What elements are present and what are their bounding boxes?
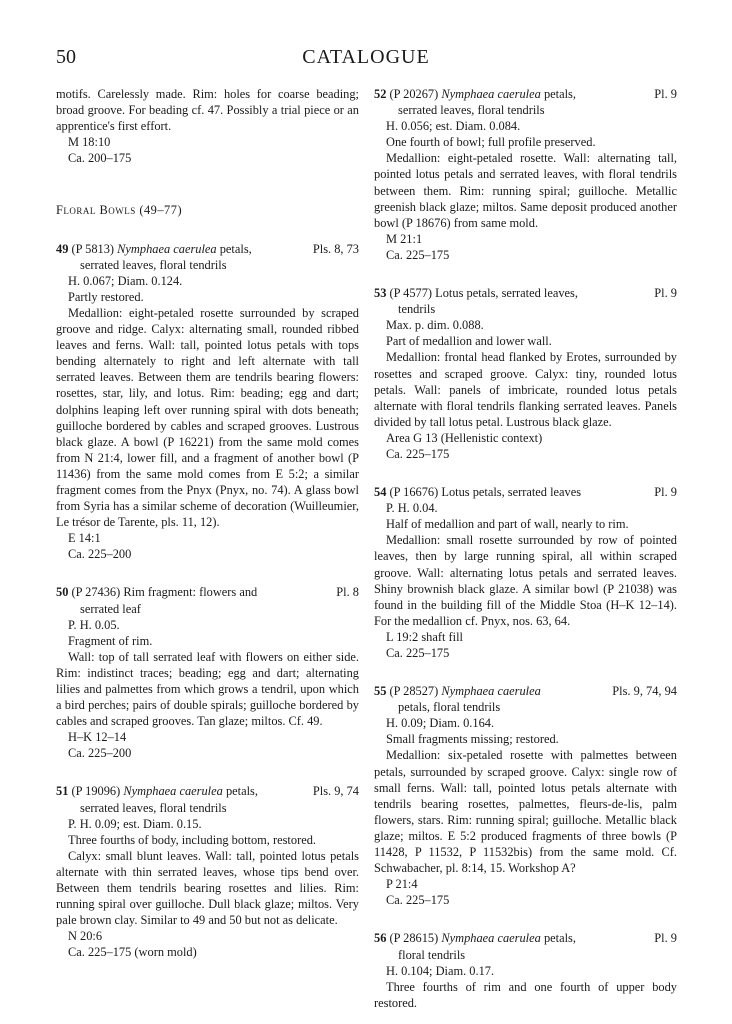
condition: One fourth of bowl; full profile preserved. xyxy=(386,135,596,150)
entry-54 xyxy=(374,484,677,661)
description: Medallion: frontal head flanked by Erotes, surrounded by rosettes and scraped groove. Calyx: tiny, rounded lotus petals. Wall: panels of imbricate, rounded lotus petals alternate with floral tendrils flanking serrated leaves. Panels divided by tall lotus petal. Lustrous black glaze. xyxy=(374,350,677,429)
inventory-number: (P 5813) xyxy=(71,241,115,256)
dimensions: P. H. 0.05. xyxy=(68,617,120,632)
entry-50 xyxy=(56,584,359,761)
entry-title: petals, xyxy=(543,931,576,946)
inventory-number: (P 4577) xyxy=(389,286,433,301)
entry-title-italic: Nymphaea caerulea xyxy=(117,241,217,256)
description: Calyx: small blunt leaves. Wall: tall, pointed lotus petals alternate with thin serrated leaves, whose tips bend over. Between them tendrils bearing rosettes and lilies. Rim: running spiral over guilloche. Dull black glaze; miltos. Very pale brown clay. Similar to 49 and 50 but not as delicate. xyxy=(56,848,359,928)
inventory-number: (P 19096) xyxy=(71,784,121,799)
date: Ca. 225–175 xyxy=(386,893,450,908)
date: Ca. 225–200 xyxy=(68,746,132,761)
inventory-number: (P 20267) xyxy=(389,87,439,101)
find-context: E 14:1 xyxy=(68,531,101,546)
find-context: L 19:2 shaft fill xyxy=(386,629,463,644)
entry-title-cont: petals, floral tendrils xyxy=(398,700,501,715)
entry-number: 55 xyxy=(374,684,387,699)
entry-title: Lotus petals, serrated leaves, xyxy=(435,286,578,301)
condition: Small fragments missing; restored. xyxy=(386,732,559,747)
page-number: 50 xyxy=(56,46,76,68)
description: Medallion: eight-petaled rosette surrounded by scraped groove and ridge. Calyx: alternating small, rounded ribbed leaves and ferns. Wall: tall, pointed lotus petals with tops bending alternately to right and left alternate with tall serrated leaves. Between them are tendrils bearing flowers: rosettes, star, lily, and lotus. Rim: beading; egg and dart; dolphins leaping left over running spiral with dots beneath; guilloche bordered by cables and scraped grooves. Lustrous black glaze. A bowl (P 16221) from the same mold comes from N 21:4, lower fill, and a fragment of another bowl (P 11436) from the same mold comes from E 5:2; a similar fragment comes from the Pnyx (Pnyx, no. 74). A glass bowl from Syria has a similar scheme of decoration (Wuilleumier, Le trésor de Tarente, pls. 11, 12). xyxy=(56,305,359,530)
entry-51 xyxy=(56,783,359,960)
entry-52 xyxy=(374,86,677,263)
plate-reference: Pls. 9, 74, 94 xyxy=(612,684,677,699)
find-context: M 18:10 xyxy=(68,135,111,150)
plate-reference: Pl. 9 xyxy=(654,485,677,500)
entry-title-cont: serrated leaves, floral tendrils xyxy=(80,800,227,815)
entry-53 xyxy=(374,285,677,462)
inventory-number: (P 28527) xyxy=(389,684,439,699)
entry-49 xyxy=(56,241,359,563)
entry-number: 50 xyxy=(56,585,69,600)
plate-reference: Pls. 9, 74 xyxy=(312,784,359,799)
date: Ca. 225–175 (worn mold) xyxy=(68,945,197,960)
entry-number: 54 xyxy=(374,485,387,500)
plate-reference: Pl. 9 xyxy=(654,286,677,301)
dimensions: H. 0.09; Diam. 0.164. xyxy=(386,716,495,731)
entry-55 xyxy=(374,683,677,908)
date: Ca. 225–175 xyxy=(386,247,450,262)
entry-title-italic: Nymphaea caerulea xyxy=(441,87,541,101)
running-head: CATALOGUE xyxy=(302,46,430,68)
description: Medallion: eight-petaled rosette. Wall: alternating tall, pointed lotus petals and serrated leaves, with floral tendrils between them. Rim: running spiral; guilloche. Metallic greenish black glaze; miltos. Same deposit produced another bowl (P 18676) from same mold. xyxy=(374,151,677,230)
condition: Three fourths of body, including bottom, restored. xyxy=(68,832,316,847)
date: Ca. 225–175 xyxy=(386,646,450,660)
find-context: P 21:4 xyxy=(386,877,418,892)
condition: Partly restored. xyxy=(68,289,144,304)
entry-56 xyxy=(374,930,677,1010)
entry-number: 49 xyxy=(56,241,69,256)
dimensions: P. H. 0.04. xyxy=(386,501,438,516)
dimensions: H. 0.067; Diam. 0.124. xyxy=(68,273,183,288)
entry-title-italic: Nymphaea caerulea xyxy=(441,684,541,699)
dimensions: Max. p. dim. 0.088. xyxy=(386,318,484,333)
entry-title: Rim fragment: flowers and xyxy=(123,585,258,600)
dimensions: H. 0.056; est. Diam. 0.084. xyxy=(386,119,521,134)
entry-title-cont: tendrils xyxy=(398,302,436,317)
find-context: Area G 13 (Hellenistic context) xyxy=(386,430,543,445)
plate-reference: Pls. 8, 73 xyxy=(312,241,359,256)
description: Medallion: small rosette surrounded by row of pointed leaves, then by large running spiral, all within scraped groove. Wall: alternating lotus petals and serrated leaves. Shiny brownish black glaze. A similar bowl (P 21038) was found in the building fill of the Middle Stoa (H–K 12–14). For the medallion cf. Pnyx, nos. 63, 64. xyxy=(374,533,677,628)
entry-number: 53 xyxy=(374,286,387,301)
entry-number: 56 xyxy=(374,931,387,946)
entry-title: petals, xyxy=(219,241,252,256)
inventory-number: (P 16676) xyxy=(389,485,439,500)
entry-number: 52 xyxy=(374,87,387,101)
inventory-number: (P 27436) xyxy=(71,585,121,600)
intro-text: motifs. Carelessly made. Rim: holes for coarse beading; broad groove. For beading cf. 47. Possibly a trial piece or an apprentice's first effort. xyxy=(56,87,359,134)
entry-title-cont: serrated leaf xyxy=(80,601,141,616)
entry-title-italic: Nymphaea caerulea xyxy=(441,931,541,946)
entry-title-cont: serrated leaves, floral tendrils xyxy=(398,103,545,118)
dimensions: P. H. 0.09; est. Diam. 0.15. xyxy=(68,816,202,831)
plate-reference: Pl. 8 xyxy=(336,585,359,600)
entry-title: Lotus petals, serrated leaves xyxy=(441,485,582,500)
plate-reference: Pl. 9 xyxy=(654,87,677,101)
description: Wall: top of tall serrated leaf with flowers on either side. Rim: indistinct traces; beading; egg and dart; alternating lilies and palmettes from which grows a tendril, upon which a bird perches; pairs of double spirals; guilloche bordered by cables and scraped grooves. Tan glaze; miltos. Cf. 49. xyxy=(56,649,359,729)
find-context: H–K 12–14 xyxy=(68,730,127,745)
condition: Fragment of rim. xyxy=(68,633,153,648)
entry-title: petals, xyxy=(225,784,258,799)
right-column xyxy=(374,86,677,1011)
section-heading: Floral Bowls (49–77) xyxy=(56,203,183,218)
date: Ca. 225–175 xyxy=(386,446,450,461)
condition: Three fourths of rim and one fourth of upper body restored. xyxy=(374,979,677,1010)
dimensions: H. 0.104; Diam. 0.17. xyxy=(386,963,495,978)
inventory-number: (P 28615) xyxy=(389,931,439,946)
condition: Half of medallion and part of wall, nearly to rim. xyxy=(386,517,629,532)
find-context: N 20:6 xyxy=(68,929,103,944)
entry-title-italic: Nymphaea caerulea xyxy=(123,784,223,799)
find-context: M 21:1 xyxy=(386,231,423,246)
entry-title: petals, xyxy=(543,87,576,101)
plate-reference: Pl. 9 xyxy=(654,931,677,946)
date: Ca. 200–175 xyxy=(68,151,132,166)
entry-title-cont: serrated leaves, floral tendrils xyxy=(80,257,227,272)
entry-number: 51 xyxy=(56,784,69,799)
date: Ca. 225–200 xyxy=(68,547,132,562)
description: Medallion: six-petaled rosette with palmettes between petals, surrounded by scraped groove. Calyx: single row of small ferns. Wall: tall, pointed lotus petals alternate with tendrils bearing rosettes, palmettes, fleurs-de-lis, palm flowers, stars. Rim: running spiral; guilloche. Metallic black glaze; miltos. E 5:2 produced fragments of three bowls (P 11428, P 11532, P 11532bis) from the same mold. Cf. Schwabacher, pl. 8:14, 15. Workshop A? xyxy=(374,748,677,876)
left-column xyxy=(56,86,359,961)
condition: Part of medallion and lower wall. xyxy=(386,334,552,349)
entry-title-cont: floral tendrils xyxy=(398,947,466,962)
